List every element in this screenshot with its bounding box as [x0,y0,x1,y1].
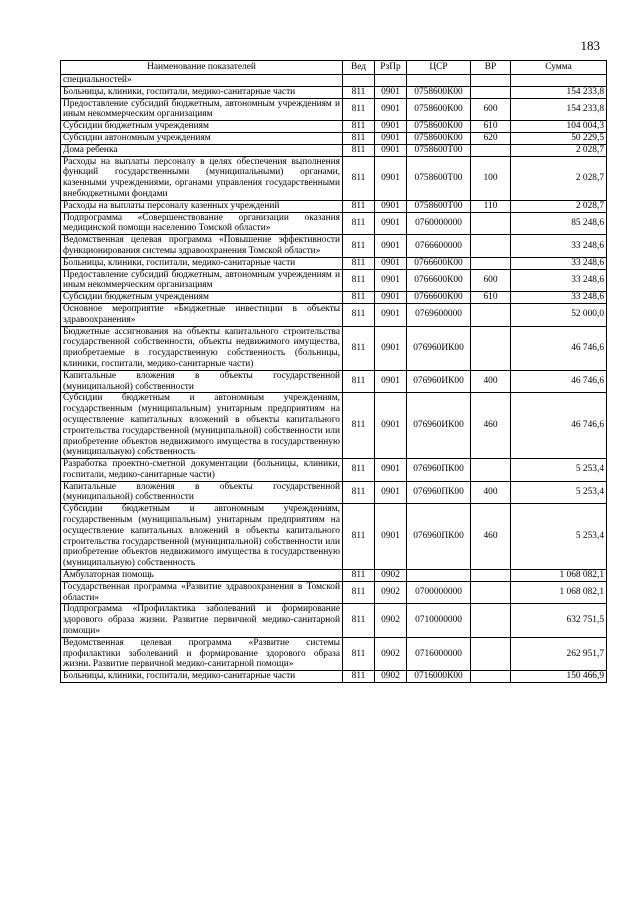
row-ved: 811 [343,481,375,504]
row-sum: 85 248,6 [511,212,607,235]
row-rzpr: 0901 [375,235,407,258]
table-row [61,156,607,200]
row-rzpr: 0901 [375,98,407,121]
row-sum: 5 253,4 [511,459,607,482]
row-name: Больницы, клиники, госпитали, медико-санитарные части [61,257,343,269]
table-row [61,459,607,482]
row-name: Субсидии бюджетным и автономным учреждениям, государственным (муниципальным) унитарным предприятиям на осуществление капитальных вложений в объекты капитального строительства государственной (муниципальной) собственности или приобретение объектов недвижимого имущества в государственную (муниципальную) собственность [61,504,343,570]
row-ved: 811 [343,121,375,133]
row-csr [407,75,471,87]
row-rzpr: 0902 [375,604,407,637]
row-csr: 0716000К00 [407,671,471,683]
table-row [61,235,607,258]
row-rzpr: 0902 [375,671,407,683]
row-ved: 811 [343,459,375,482]
row-name: Субсидии бюджетным учреждениям [61,121,343,133]
row-csr: 0766600К00 [407,257,471,269]
header-sum: Сумма [511,61,607,75]
table-header-row [61,61,607,75]
header-ved: Вед [343,61,375,75]
row-ved: 811 [343,326,375,370]
row-ved: 811 [343,86,375,98]
row-csr: 0758600К00 [407,121,471,133]
row-name: Расходы на выплаты персоналу казенных учреждений [61,200,343,212]
row-sum: 50 229,5 [511,132,607,144]
row-ved: 811 [343,212,375,235]
row-ved: 811 [343,604,375,637]
row-csr: 0758600Т00 [407,200,471,212]
row-sum: 46 746,6 [511,393,607,459]
row-rzpr: 0901 [375,132,407,144]
row-csr: 0766600000 [407,235,471,258]
row-name: Разработка проектно-сметной документации (больницы, клиники, госпитали, медико-санитарные части) [61,459,343,482]
row-name: Подпрограмма «Профилактика заболеваний и формирование здорового образа жизни. Развитие первичной медико-санитарной помощи» [61,604,343,637]
page-number: 183 [580,38,600,53]
row-vr [471,570,511,582]
row-csr: 0760000000 [407,212,471,235]
table-row [61,212,607,235]
row-csr: 0700000000 [407,581,471,604]
row-name: Дома ребенка [61,144,343,156]
table-row [61,121,607,133]
table-row [61,671,607,683]
row-csr: 0766600К00 [407,292,471,304]
header-rzpr: РзПр [375,61,407,75]
row-sum: 33 248,6 [511,292,607,304]
row-ved: 811 [343,393,375,459]
row-vr [471,637,511,670]
table-row [61,504,607,570]
row-sum: 33 248,6 [511,235,607,258]
row-ved: 811 [343,257,375,269]
row-sum: 33 248,6 [511,257,607,269]
row-rzpr: 0901 [375,269,407,292]
row-name: Предоставление субсидий бюджетным, автономным учреждениям и иным некоммерческим организациям [61,269,343,292]
row-vr: 400 [471,370,511,393]
row-ved: 811 [343,144,375,156]
row-vr: 610 [471,292,511,304]
row-sum [511,75,607,87]
row-ved: 811 [343,671,375,683]
row-rzpr: 0902 [375,637,407,670]
row-vr [471,303,511,326]
row-name: Субсидии бюджетным и автономным учреждениям, государственным (муниципальным) унитарным предприятиям на осуществление капитальных вложений в объекты капитального строительства государственной (муниципальной) собственности или приобретение объектов недвижимого имущества в государственную (муниципальную) собственность [61,393,343,459]
row-vr [471,326,511,370]
row-sum: 1 068 082,1 [511,570,607,582]
row-sum: 2 028,7 [511,144,607,156]
row-csr: 076960ИК00 [407,393,471,459]
row-sum: 154 233,8 [511,86,607,98]
row-name: Амбулаторная помощь [61,570,343,582]
row-vr: 610 [471,121,511,133]
row-ved: 811 [343,370,375,393]
row-rzpr: 0901 [375,292,407,304]
row-csr: 0710000000 [407,604,471,637]
row-vr: 110 [471,200,511,212]
table-row [61,86,607,98]
header-name: Наименование показателей [61,61,343,75]
row-csr: 076960ПК00 [407,481,471,504]
table-row [61,570,607,582]
row-csr: 0758600К00 [407,98,471,121]
row-vr: 600 [471,269,511,292]
row-ved: 811 [343,98,375,121]
table-row [61,75,607,87]
table-row [61,393,607,459]
row-name: Государственная программа «Развитие здравоохранения в Томской области» [61,581,343,604]
row-vr [471,235,511,258]
row-vr: 620 [471,132,511,144]
row-vr: 600 [471,98,511,121]
row-vr: 460 [471,393,511,459]
row-name: Капитальные вложения в объекты государственной (муниципальной) собственности [61,481,343,504]
table-row [61,303,607,326]
row-sum: 1 068 082,1 [511,581,607,604]
row-rzpr: 0901 [375,121,407,133]
row-vr [471,86,511,98]
row-csr: 0766600К00 [407,269,471,292]
row-rzpr: 0901 [375,459,407,482]
row-csr: 0758600Т00 [407,156,471,200]
row-csr: 0758600К00 [407,132,471,144]
table-row [61,581,607,604]
row-vr: 460 [471,504,511,570]
table-row [61,637,607,670]
row-rzpr: 0902 [375,581,407,604]
table-row [61,292,607,304]
row-csr: 076960ПК00 [407,504,471,570]
row-name: Ведомственная целевая программа «Развитие системы профилактики заболеваний и формирование здорового образа жизни. Развитие первичной медико-санитарной помощи» [61,637,343,670]
row-rzpr: 0901 [375,86,407,98]
row-ved: 811 [343,200,375,212]
row-vr [471,212,511,235]
row-ved: 811 [343,504,375,570]
row-name: Подпрограмма «Совершенствование организации оказания медицинской помощи населению Томской области» [61,212,343,235]
row-sum: 33 248,6 [511,269,607,292]
row-sum: 52 000,0 [511,303,607,326]
row-ved: 811 [343,235,375,258]
row-sum: 5 253,4 [511,504,607,570]
row-vr [471,459,511,482]
row-csr: 0716000000 [407,637,471,670]
row-name: Больницы, клиники, госпитали, медико-санитарные части [61,671,343,683]
row-vr: 400 [471,481,511,504]
row-sum: 262 951,7 [511,637,607,670]
table-row [61,269,607,292]
row-rzpr: 0901 [375,370,407,393]
table-row [61,370,607,393]
row-vr [471,75,511,87]
row-rzpr: 0901 [375,200,407,212]
row-vr: 100 [471,156,511,200]
row-vr [471,257,511,269]
row-vr [471,144,511,156]
row-vr [471,604,511,637]
row-ved: 811 [343,637,375,670]
row-name: Субсидии бюджетным учреждениям [61,292,343,304]
row-name: Расходы на выплаты персоналу в целях обеспечения выполнения функций государственными (муниципальными) органами, казенными учреждениями, органами управления государственными внебюджетными фондами [61,156,343,200]
row-csr: 0769600000 [407,303,471,326]
row-name: Основное мероприятие «Бюджетные инвестиции в объекты здравоохранения» [61,303,343,326]
row-name: Капитальные вложения в объекты государственной (муниципальной) собственности [61,370,343,393]
row-sum: 150 466,9 [511,671,607,683]
row-vr [471,581,511,604]
row-rzpr: 0901 [375,212,407,235]
row-rzpr: 0901 [375,504,407,570]
row-name: Бюджетные ассигнования на объекты капитального строительства государственной собственности, объекты недвижимого имущества, приобретаемые в государственную собственность (больницы, клиники, госпитали, медико-санитарные части) [61,326,343,370]
row-rzpr: 0901 [375,326,407,370]
table-row [61,481,607,504]
row-sum: 2 028,7 [511,200,607,212]
row-ved: 811 [343,156,375,200]
row-csr: 076960ПК00 [407,459,471,482]
row-sum: 154 233,8 [511,98,607,121]
row-ved: 811 [343,292,375,304]
row-ved: 811 [343,132,375,144]
row-sum: 46 746,6 [511,326,607,370]
table-body [61,75,607,683]
row-rzpr: 0901 [375,393,407,459]
table-row [61,98,607,121]
row-csr: 0758600Т00 [407,144,471,156]
row-rzpr [375,75,407,87]
header-csr: ЦСР [407,61,471,75]
row-ved: 811 [343,269,375,292]
row-csr: 076960ИК00 [407,370,471,393]
row-name: специальностей» [61,75,343,87]
row-rzpr: 0902 [375,570,407,582]
row-rzpr: 0901 [375,144,407,156]
row-csr [407,570,471,582]
budget-table [60,60,607,683]
header-vr: ВР [471,61,511,75]
row-ved: 811 [343,570,375,582]
row-name: Ведомственная целевая программа «Повышение эффективности функционирования системы здравоохранения Томской области» [61,235,343,258]
row-vr [471,671,511,683]
table-row [61,604,607,637]
table-row [61,132,607,144]
row-sum: 104 004,3 [511,121,607,133]
row-sum: 5 253,4 [511,481,607,504]
row-name: Субсидии автономным учреждениям [61,132,343,144]
row-name: Предоставление субсидий бюджетным, автономным учреждениям и иным некоммерческим организациям [61,98,343,121]
row-sum: 46 746,6 [511,370,607,393]
row-csr: 0758600К00 [407,86,471,98]
row-ved: 811 [343,581,375,604]
row-sum: 632 751,5 [511,604,607,637]
table-row [61,326,607,370]
row-name: Больницы, клиники, госпитали, медико-санитарные части [61,86,343,98]
row-ved: 811 [343,303,375,326]
row-csr: 076960ИК00 [407,326,471,370]
row-ved [343,75,375,87]
row-rzpr: 0901 [375,156,407,200]
row-rzpr: 0901 [375,481,407,504]
row-sum: 2 028,7 [511,156,607,200]
row-rzpr: 0901 [375,303,407,326]
table-row [61,200,607,212]
table-row [61,257,607,269]
row-rzpr: 0901 [375,257,407,269]
table-row [61,144,607,156]
